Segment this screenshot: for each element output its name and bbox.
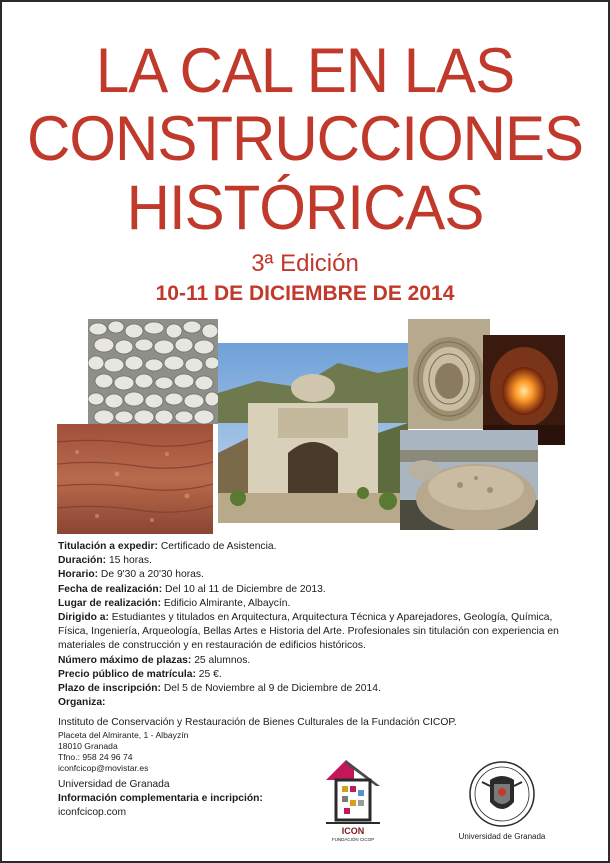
info-plazo	[58, 682, 568, 696]
titulacion-value: Certificado de Asistencia.	[160, 541, 277, 552]
plazo-label: Plazo de inscripción:	[58, 683, 161, 695]
info-lugar	[58, 597, 568, 611]
glowing-kiln-photo	[483, 335, 565, 445]
event-dates: 10-11 DE DICIEMBRE DE 2014	[155, 282, 455, 305]
organiza-label: Organiza:	[58, 697, 106, 709]
more-info-label: Información complementaria e incripción:	[58, 793, 263, 804]
plazo-value: Del 5 de Noviembre al 9 de Diciembre de 2014.	[163, 683, 381, 695]
seal-caption: Universidad de Granada	[458, 832, 546, 841]
edition-label: 3ª Edición	[251, 250, 359, 277]
earth-mound-photo	[400, 430, 538, 530]
precio-label: Precio público de matrícula:	[58, 668, 196, 680]
horario-value: De 9'30 a 20'30 horas.	[100, 569, 204, 581]
website-link[interactable]: iconfcicop.com	[58, 807, 127, 818]
precio-value: 25 €.	[198, 668, 222, 680]
plazas-label: Número máximo de plazas:	[58, 654, 192, 666]
info-fecha	[58, 583, 568, 597]
university-granada-seal	[452, 760, 552, 850]
title-line-3: HISTÓRICAS	[126, 172, 484, 243]
duracion-label: Duración:	[58, 555, 107, 567]
info-plazas	[58, 654, 568, 668]
course-info	[58, 540, 568, 710]
dirigido-value: Estudiantes y titulados en Arquitectura, Arquitectura Técnica y Aparejadores, Geología, Química, Física, Ingeniería, Arqueología, Bellas Artes e Historia del Arte. Profesionales sin titulación con experiencia en materiales de construcción y en restauración de edificios históricos.	[58, 612, 559, 652]
organizer-address-line1: Placeta del Almirante, 1 - Albayzín	[58, 730, 189, 740]
icon-foundation-logo	[322, 756, 384, 848]
icon-logo-name: ICON	[341, 826, 365, 836]
horario-label: Horario:	[58, 569, 99, 581]
titulacion-label: Titulación a expedir:	[58, 541, 158, 552]
fecha-label: Fecha de realización:	[58, 583, 163, 595]
mortar-wall-photo	[57, 424, 213, 534]
lime-kiln-photo	[218, 343, 408, 523]
info-horario	[58, 568, 568, 582]
dirigido-label: Dirigido a:	[58, 612, 109, 624]
lime-stones-photo	[88, 319, 218, 424]
kiln-interior-photo	[408, 319, 490, 429]
title-line-2: CONSTRUCCIONES	[26, 103, 584, 174]
organizer-address-line2: 18010 Granada	[58, 741, 118, 751]
title-line-1: LA CAL EN LAS	[95, 35, 515, 106]
organizer-phone: Tfno.: 958 24 96 74	[58, 752, 133, 762]
lugar-label: Lugar de realización:	[58, 597, 161, 609]
fecha-value: Del 10 al 11 de Diciembre de 2013.	[165, 583, 326, 595]
organizer-block	[58, 716, 457, 820]
info-dirigido	[58, 611, 568, 654]
icon-logo-subtitle: FUNDACIÓN CICOP	[331, 837, 375, 842]
organizer-email: iconfcicop@movistar.es	[58, 763, 149, 773]
info-duracion	[58, 554, 568, 568]
duracion-value: 15 horas.	[108, 555, 152, 567]
info-titulacion	[58, 540, 568, 554]
plazas-value: 25 alumnos.	[194, 654, 251, 666]
lugar-value: Edificio Almirante, Albaycín.	[163, 597, 291, 609]
organizer-university: Universidad de Granada	[58, 779, 170, 790]
info-precio	[58, 668, 568, 682]
organizer-institution: Instituto de Conservación y Restauración de Bienes Culturales de la Fundación CICOP.	[58, 717, 457, 728]
